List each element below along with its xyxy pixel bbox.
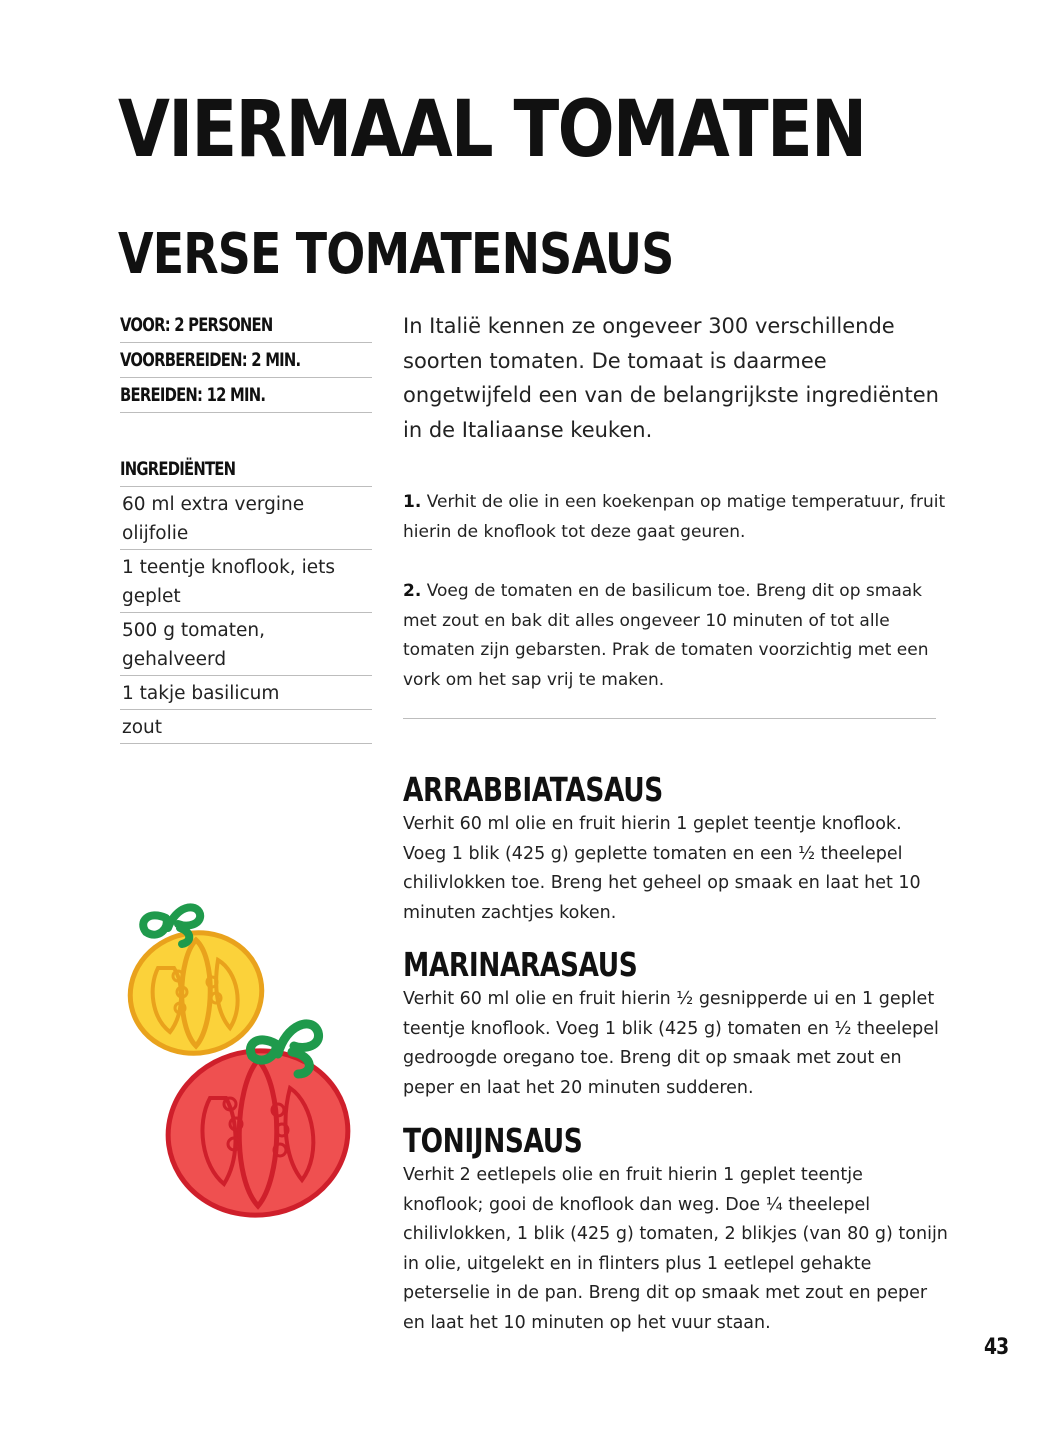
ingredient-item: zout [120,710,372,744]
variation-text-arrabbiata: Verhit 60 ml olie en fruit hierin 1 geplet teentje knoflook. Voeg 1 blik (425 g) geplette tomaten en een ½ theelepel chilivlokken toe. Breng het geheel op smaak en laat het 10 minuten zachtjes koken. [403,814,921,923]
recipe-intro: In Italië kennen ze ongeveer 300 verschillende soorten tomaten. De tomaat is daarmee ongetwijfeld een van de belangrijkste ingrediënten in de Italiaanse keuken. [403,314,939,442]
recipe-title: VERSE TOMATENSAUS [118,222,674,287]
step-text: Voeg de tomaten en de basilicum toe. Breng dit op smaak met zout en bak dit alles ongeveer 10 minuten of tot alle tomaten zijn gebarsten. Prak de tomaten voorzichtig met een vork om het sap vrij te maken. [403,581,929,690]
ingredients-heading: INGREDIËNTEN [120,452,372,487]
tomato-illustration [118,888,368,1238]
recipe-meta [120,308,372,413]
page-number: 43 [984,1335,1009,1360]
step-text: Verhit de olie in een koekenpan op matige temperatuur, fruit hierin de knoflook tot deze gaat geuren. [403,492,946,542]
servings-label: VOOR: 2 PERSONEN [120,308,372,343]
step-number: 2. [403,581,422,601]
page-title: VIERMAAL TOMATEN [118,85,866,175]
cook-time-label: BEREIDEN: 12 MIN. [120,378,372,413]
variation-text-tonijn: Verhit 2 eetlepels olie en fruit hierin 1 geplet teentje knoflook; gooi de knoflook dan weg. Doe ¼ theelepel chilivlokken, 1 blik (425 g) tomaten, 2 blikjes (van 80 g) tonijn in olie, uitgelekt en in flinters plus 1 eetlepel gehakte peterselie in de pan. Breng dit op smaak met zout en peper en laat het 10 minuten op het vuur staan. [403,1165,948,1333]
step-number: 1. [403,492,422,512]
ingredient-item: 1 takje basilicum [120,676,372,710]
method-step [403,488,948,547]
method-step [403,577,948,695]
variation-title-arrabbiata: ARRABBIATASAUS [403,770,663,809]
prep-time-label: VOORBEREIDEN: 2 MIN. [120,343,372,378]
ingredient-item: 1 teentje knoflook, iets geplet [120,550,372,613]
section-divider [403,718,936,719]
variation-text-marinara: Verhit 60 ml olie en fruit hierin ½ gesnipperde ui en 1 geplet teentje knoflook. Voeg 1 blik (425 g) tomaten en ½ theelepel gedroogde oregano toe. Breng dit op smaak met zout en peper en laat het 20 minuten sudderen. [403,989,939,1098]
ingredient-item: 60 ml extra vergine olijfolie [120,487,372,550]
ingredient-item: 500 g tomaten, gehalveerd [120,613,372,676]
ingredients-list [120,452,372,744]
variation-title-marinara: MARINARASAUS [403,945,638,984]
variation-title-tonijn: TONIJNSAUS [403,1121,583,1160]
